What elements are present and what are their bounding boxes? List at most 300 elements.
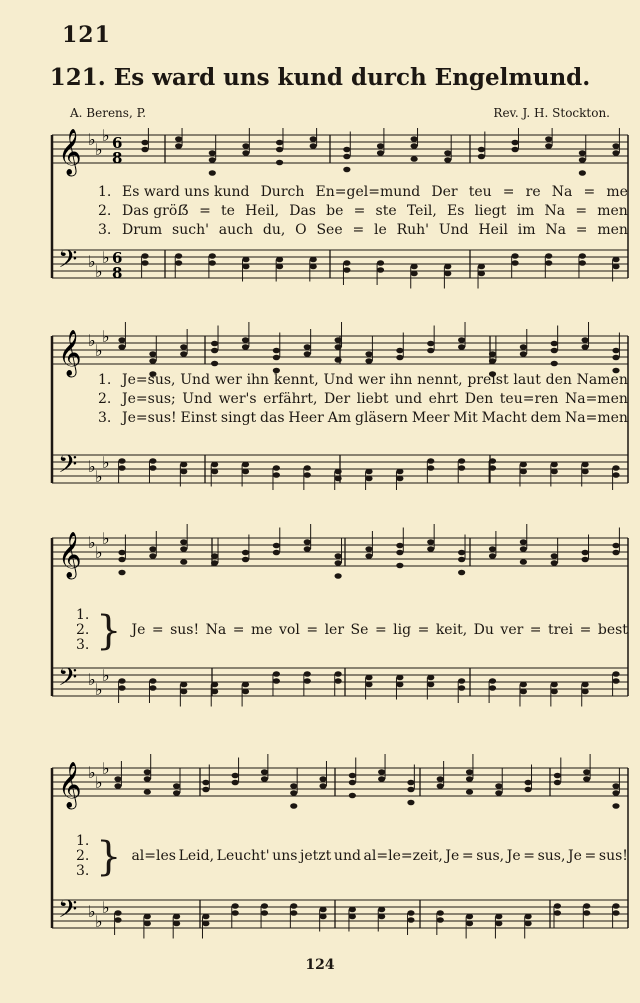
note-head — [525, 914, 532, 920]
note-head — [579, 260, 586, 266]
note-head — [489, 465, 496, 471]
note-head — [612, 348, 619, 354]
note-head — [273, 678, 280, 684]
note-head — [582, 550, 589, 556]
lyric-syllable: Se — [350, 622, 369, 638]
verse-number: 2. — [76, 622, 90, 638]
author-credit: Rev. J. H. Stockton. — [493, 106, 610, 120]
lyric-syllable: erfährt, — [263, 391, 318, 407]
note-head — [520, 682, 527, 688]
note-head — [202, 914, 209, 920]
note-head — [180, 344, 187, 350]
lyric-syllable: re — [525, 184, 541, 200]
note-head — [304, 344, 311, 350]
lyric-syllable: und — [395, 391, 423, 407]
verse-number: 3. — [98, 222, 112, 238]
note-head — [396, 348, 403, 354]
note-head — [173, 783, 180, 789]
note-head — [582, 557, 589, 563]
note-head — [612, 783, 619, 789]
lyric-syllable: ste — [375, 203, 397, 219]
note-head — [304, 678, 311, 684]
note-head — [579, 170, 586, 176]
verse-line — [98, 221, 628, 240]
lyric-syllable: Durch — [260, 184, 305, 200]
flat-sign-icon: ♭ — [88, 457, 96, 476]
note-head — [114, 917, 121, 923]
note-head — [242, 337, 249, 343]
lyric-syllable: teu=ren — [499, 391, 559, 407]
lyric-syllable: liegt — [474, 203, 507, 219]
note-head — [582, 344, 589, 350]
note-head — [579, 157, 586, 163]
lyric-syllable: ver — [500, 622, 524, 638]
note-head — [349, 773, 356, 779]
note-head — [290, 903, 297, 909]
note-head — [335, 671, 342, 677]
note-head — [211, 560, 218, 566]
lyric-syllable: Und — [182, 391, 213, 407]
note-head — [551, 462, 558, 468]
note-head — [335, 553, 342, 559]
verse-text — [122, 371, 628, 390]
lyric-syllable: Heil — [478, 222, 508, 238]
treble-clef-icon: 𝄞 — [58, 330, 82, 376]
lyric-syllable: Namen — [576, 372, 628, 388]
note-head — [582, 682, 589, 688]
lyric-syllable: = — [529, 622, 542, 638]
note-head — [525, 787, 532, 793]
note-head — [489, 553, 496, 559]
note-head — [290, 910, 297, 916]
lyric-syllable: sus! — [598, 848, 628, 864]
note-head — [180, 559, 187, 565]
lyric-syllable: das — [260, 410, 285, 426]
note-head — [173, 790, 180, 796]
note-head — [583, 776, 590, 782]
lyric-syllable: O — [295, 222, 307, 238]
lyric-syllable: Je — [131, 622, 146, 638]
note-head — [144, 769, 151, 775]
note-head — [489, 351, 496, 357]
flat-sign-icon: ♭ — [88, 763, 96, 782]
lyric-syllable: du, — [262, 222, 286, 238]
note-head — [458, 337, 465, 343]
note-head — [149, 678, 156, 684]
lyric-syllable: Heil, — [245, 203, 280, 219]
note-head — [466, 921, 473, 927]
note-head — [458, 465, 465, 471]
note-head — [310, 257, 317, 263]
note-head — [118, 344, 125, 350]
lyric-syllable: = — [583, 184, 596, 200]
lyric-syllable: Es — [446, 203, 465, 219]
note-head — [149, 351, 156, 357]
lyric-syllable: singt — [220, 410, 257, 426]
flat-sign-icon: ♭ — [102, 128, 110, 145]
note-head — [310, 143, 317, 149]
brace-icon: } — [96, 607, 122, 654]
time-signature-top: 6 — [112, 249, 123, 267]
note-head — [458, 678, 465, 684]
note-head — [612, 150, 619, 156]
note-head — [612, 472, 619, 478]
lyric-syllable: ihn — [246, 372, 270, 388]
note-head — [232, 773, 239, 779]
note-head — [579, 253, 586, 259]
lyric-syllable: me — [606, 184, 628, 200]
note-head — [478, 147, 485, 153]
lyric-syllable: sus, — [476, 848, 505, 864]
note-head — [489, 458, 496, 464]
note-head — [232, 780, 239, 786]
flat-sign-icon: ♭ — [95, 467, 103, 486]
lyric-syllable: = — [575, 203, 588, 219]
note-head — [407, 787, 414, 793]
note-head — [612, 903, 619, 909]
note-head — [612, 257, 619, 263]
lyric-syllable: Heer — [288, 410, 324, 426]
note-head — [612, 264, 619, 270]
note-head — [273, 550, 280, 556]
note-head — [175, 253, 182, 259]
note-head — [335, 476, 342, 482]
flat-sign-icon: ♭ — [102, 248, 110, 267]
lyric-syllable: Je=sus; — [122, 391, 176, 407]
lyric-syllable: al=le=zeit, — [363, 848, 443, 864]
note-head — [319, 907, 326, 913]
lyric-syllable: Mit — [453, 410, 478, 426]
lyric-syllable: ehrt — [428, 391, 459, 407]
flat-sign-icon: ♭ — [88, 130, 96, 149]
lyric-syllable: = — [523, 848, 535, 864]
lyric-syllable: den — [545, 372, 572, 388]
note-head — [554, 903, 561, 909]
brace-icon: } — [96, 833, 122, 880]
note-head — [175, 136, 182, 142]
note-head — [444, 264, 451, 270]
page-number-top: 121 — [62, 22, 111, 48]
note-head — [551, 689, 558, 695]
note-head — [489, 546, 496, 552]
lyric-syllable: wer — [214, 372, 242, 388]
note-head — [349, 907, 356, 913]
note-head — [211, 348, 218, 354]
verse-number: 1. — [98, 184, 112, 200]
note-head — [378, 769, 385, 775]
lyric-syllable: men — [597, 222, 628, 238]
lyric-syllable: auch — [218, 222, 254, 238]
lyric-syllable: men — [597, 203, 628, 219]
flat-sign-icon: ♭ — [95, 773, 103, 792]
verse-text — [122, 202, 628, 221]
note-head — [180, 351, 187, 357]
lyric-syllable: Je — [506, 848, 521, 864]
note-head — [349, 780, 356, 786]
note-head — [144, 789, 151, 795]
note-head — [209, 157, 216, 163]
flat-sign-icon: ♭ — [102, 898, 110, 917]
note-head — [242, 557, 249, 563]
lyric-syllable: En=gel=mund — [315, 184, 421, 200]
verse-line — [98, 371, 628, 390]
note-head — [444, 157, 451, 163]
note-head — [511, 140, 518, 146]
note-head — [118, 337, 125, 343]
lyric-syllable: lig — [393, 622, 412, 638]
note-head — [114, 783, 121, 789]
lyric-syllable: Meer — [411, 410, 450, 426]
lyric-syllable: Und — [438, 222, 469, 238]
note-head — [458, 570, 465, 576]
lyric-syllable: = — [151, 622, 164, 638]
treble-clef-icon: 𝄞 — [58, 129, 82, 175]
note-head — [554, 773, 561, 779]
note-head — [427, 539, 434, 545]
time-signature-bottom: 8 — [112, 264, 123, 282]
bass-clef-icon: 𝄢 — [58, 450, 78, 485]
note-head — [365, 469, 372, 475]
note-head — [180, 689, 187, 695]
lyric-syllable: Je — [568, 848, 582, 864]
verse-line — [98, 390, 628, 409]
note-head — [437, 783, 444, 789]
lyric-syllable: vol — [279, 622, 300, 638]
note-head — [118, 465, 125, 471]
note-head — [276, 257, 283, 263]
note-head — [396, 682, 403, 688]
note-head — [520, 559, 527, 565]
note-head — [554, 910, 561, 916]
note-head — [612, 790, 619, 796]
note-head — [335, 560, 342, 566]
lyric-syllable: Na — [551, 184, 573, 200]
note-head — [520, 469, 527, 475]
lyric-syllable: be — [326, 203, 344, 219]
note-head — [551, 469, 558, 475]
note-head — [273, 472, 280, 478]
note-head — [495, 790, 502, 796]
lyric-syllable: Na — [544, 203, 566, 219]
note-head — [466, 914, 473, 920]
note-head — [458, 557, 465, 563]
note-head — [173, 914, 180, 920]
note-head — [261, 903, 268, 909]
note-head — [365, 546, 372, 552]
lyric-syllable: Leucht' — [216, 848, 270, 864]
note-head — [144, 776, 151, 782]
note-head — [407, 917, 414, 923]
verse-text — [122, 409, 628, 428]
note-head — [335, 573, 342, 579]
note-head — [378, 776, 385, 782]
note-head — [180, 469, 187, 475]
note-head — [319, 783, 326, 789]
note-head — [582, 462, 589, 468]
lyric-syllable: te — [221, 203, 235, 219]
note-head — [304, 465, 311, 471]
flat-sign-icon: ♭ — [95, 543, 103, 562]
note-head — [407, 780, 414, 786]
note-head — [211, 462, 218, 468]
note-head — [202, 787, 209, 793]
note-head — [551, 553, 558, 559]
note-head — [411, 156, 418, 162]
note-head — [411, 271, 418, 277]
lyric-syllable: Der — [431, 184, 458, 200]
lyric-syllable: keit, — [435, 622, 468, 638]
note-head — [612, 910, 619, 916]
lyric-syllable: laut — [513, 372, 541, 388]
lyric-syllable: dem — [530, 410, 562, 426]
note-head — [290, 790, 297, 796]
lyric-syllable: = — [502, 184, 515, 200]
bass-clef-icon: 𝄢 — [58, 895, 78, 930]
note-head — [612, 803, 619, 809]
lyric-syllable: sus, — [537, 848, 566, 864]
note-head — [343, 154, 350, 160]
verse-numbers — [76, 608, 96, 653]
note-head — [202, 780, 209, 786]
note-head — [583, 769, 590, 775]
note-head — [520, 539, 527, 545]
lyric-syllable: preist — [467, 372, 509, 388]
note-head — [232, 910, 239, 916]
note-head — [310, 136, 317, 142]
lyric-syllable: le — [374, 222, 387, 238]
note-head — [211, 682, 218, 688]
note-head — [478, 271, 485, 277]
note-head — [396, 543, 403, 549]
note-head — [612, 355, 619, 361]
note-head — [276, 140, 283, 146]
note-head — [582, 689, 589, 695]
note-head — [511, 253, 518, 259]
lyric-syllable: Na — [545, 222, 566, 238]
note-head — [377, 150, 384, 156]
note-head — [335, 344, 342, 350]
note-head — [407, 800, 414, 806]
note-head — [458, 344, 465, 350]
note-head — [180, 682, 187, 688]
bass-clef-icon: 𝄢 — [58, 245, 78, 280]
note-head — [149, 458, 156, 464]
note-head — [261, 910, 268, 916]
note-head — [511, 260, 518, 266]
note-head — [319, 776, 326, 782]
lyric-syllable: best — [597, 622, 628, 638]
note-head — [114, 776, 121, 782]
note-head — [495, 783, 502, 789]
lyric-syllable: al=les — [131, 848, 176, 864]
lyric-syllable: = — [353, 203, 366, 219]
refrain-system-4 — [76, 834, 628, 879]
note-head — [411, 136, 418, 142]
flat-sign-icon: ♭ — [95, 262, 103, 281]
note-head — [511, 147, 518, 153]
note-head — [466, 776, 473, 782]
note-head — [554, 780, 561, 786]
lyric-syllable: Macht — [481, 410, 527, 426]
lyric-syllable: = — [352, 222, 365, 238]
verse-number: 3. — [76, 637, 90, 653]
treble-clef-icon: 𝄞 — [58, 762, 82, 808]
lyric-syllable: Einst — [180, 410, 218, 426]
note-head — [396, 469, 403, 475]
time-signature-bottom: 8 — [112, 149, 123, 167]
note-head — [365, 351, 372, 357]
note-head — [343, 267, 350, 273]
note-head — [478, 264, 485, 270]
note-head — [209, 253, 216, 259]
note-head — [427, 546, 434, 552]
note-head — [489, 685, 496, 691]
verse-text — [122, 390, 628, 409]
lyric-syllable: Der — [323, 391, 351, 407]
note-head — [478, 154, 485, 160]
note-head — [273, 348, 280, 354]
note-head — [304, 539, 311, 545]
verse-line — [98, 183, 628, 202]
note-head — [335, 469, 342, 475]
lyric-syllable: = — [584, 848, 597, 864]
note-head — [377, 143, 384, 149]
lyric-syllable: Ruh' — [396, 222, 430, 238]
note-head — [349, 793, 356, 799]
note-head — [242, 462, 249, 468]
note-head — [365, 553, 372, 559]
note-head — [118, 570, 125, 576]
lyric-syllable: such' — [172, 222, 209, 238]
flat-sign-icon: ♭ — [95, 680, 103, 699]
note-head — [495, 921, 502, 927]
lyric-syllable: im — [516, 203, 535, 219]
note-head — [149, 553, 156, 559]
page-number-bottom: 124 — [305, 957, 335, 973]
flat-sign-icon: ♭ — [88, 902, 96, 921]
verse-text — [122, 183, 628, 202]
note-head — [276, 264, 283, 270]
note-head — [242, 469, 249, 475]
flat-sign-icon: ♭ — [88, 670, 96, 689]
note-head — [211, 469, 218, 475]
note-head — [335, 678, 342, 684]
note-head — [114, 910, 121, 916]
verse-number: 2. — [98, 391, 112, 407]
lyric-syllable: Drum — [122, 222, 163, 238]
note-head — [551, 560, 558, 566]
lyrics-system-2 — [98, 371, 628, 428]
lyric-syllable: ler — [324, 622, 345, 638]
note-head — [175, 260, 182, 266]
note-head — [427, 341, 434, 347]
lyric-syllable: liebt — [356, 391, 389, 407]
lyric-syllable: Das — [289, 203, 316, 219]
note-head — [310, 264, 317, 270]
note-head — [427, 465, 434, 471]
note-head — [349, 914, 356, 920]
note-head — [202, 921, 209, 927]
flat-sign-icon: ♭ — [102, 529, 110, 548]
note-head — [180, 539, 187, 545]
note-head — [209, 170, 216, 176]
lyric-syllable: Und — [323, 372, 354, 388]
lyric-syllable: und — [333, 848, 361, 864]
note-head — [261, 776, 268, 782]
note-head — [427, 348, 434, 354]
note-head — [141, 253, 148, 259]
treble-clef-icon: 𝄞 — [58, 532, 82, 578]
